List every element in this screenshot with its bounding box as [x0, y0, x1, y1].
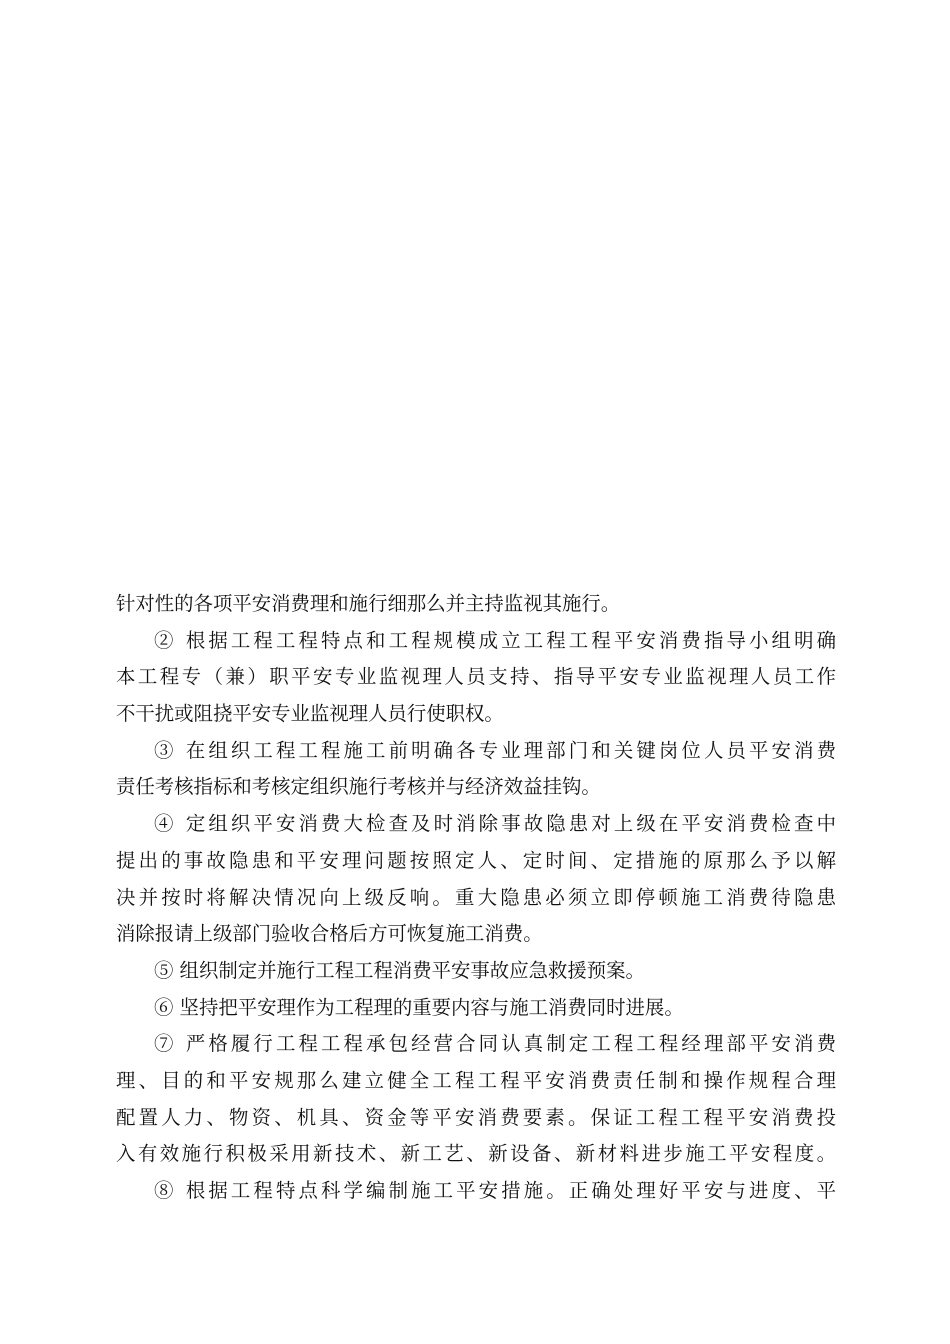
text-line: 责任考核指标和考核定组织施行考核并与经济效益挂钩。 [116, 775, 601, 799]
text-line: ② 根据工程工程特点和工程规模成立工程工程平安消费指导小组明确 [154, 628, 836, 652]
text-line: 消除报请上级部门验收合格后方可恢复施工消费。 [116, 922, 543, 946]
text-line: 不干扰或阻挠平安专业监视理人员行使职权。 [116, 702, 504, 726]
text-line: ③ 在组织工程工程施工前明确各专业理部门和关键岗位人员平安消费 [154, 738, 836, 762]
body-text [116, 586, 836, 1210]
text-line: ⑧ 根据工程特点科学编制施工平安措施。正确处理好平安与进度、平 [154, 1179, 836, 1202]
text-line: 本工程专（兼）职平安专业监视理人员支持、指导平安专业监视理人员工作 [116, 665, 836, 689]
text-line: 入有效施行积极采用新技术、新工艺、新设备、新材料进步施工平安程度。 [116, 1142, 836, 1166]
text-line: 理、目的和平安规那么建立健全工程工程平安消费责任制和操作规程合理 [116, 1068, 836, 1092]
text-line: 决并按时将解决情况向上级反响。重大隐患必须立即停顿施工消费待隐患 [116, 885, 836, 909]
text-line: 针对性的各项平安消费理和施行细那么并主持监视其施行。 [116, 592, 621, 615]
text-line: ⑥ 坚持把平安理作为工程理的重要内容与施工消费同时进展。 [154, 995, 684, 1019]
text-line: ⑦ 严格履行工程工程承包经营合同认真制定工程工程经理部平安消费 [154, 1032, 836, 1056]
text-line: ⑤ 组织制定并施行工程工程消费平安事故应急救援预案。 [154, 958, 645, 982]
text-line: ④ 定组织平安消费大检查及时消除事故隐患对上级在平安消费检查中 [154, 812, 836, 836]
text-line: 提出的事故隐患和平安理问题按照定人、定时间、定措施的原那么予以解 [116, 848, 836, 872]
text-line: 配置人力、物资、机具、资金等平安消费要素。保证工程工程平安消费投 [116, 1105, 836, 1129]
